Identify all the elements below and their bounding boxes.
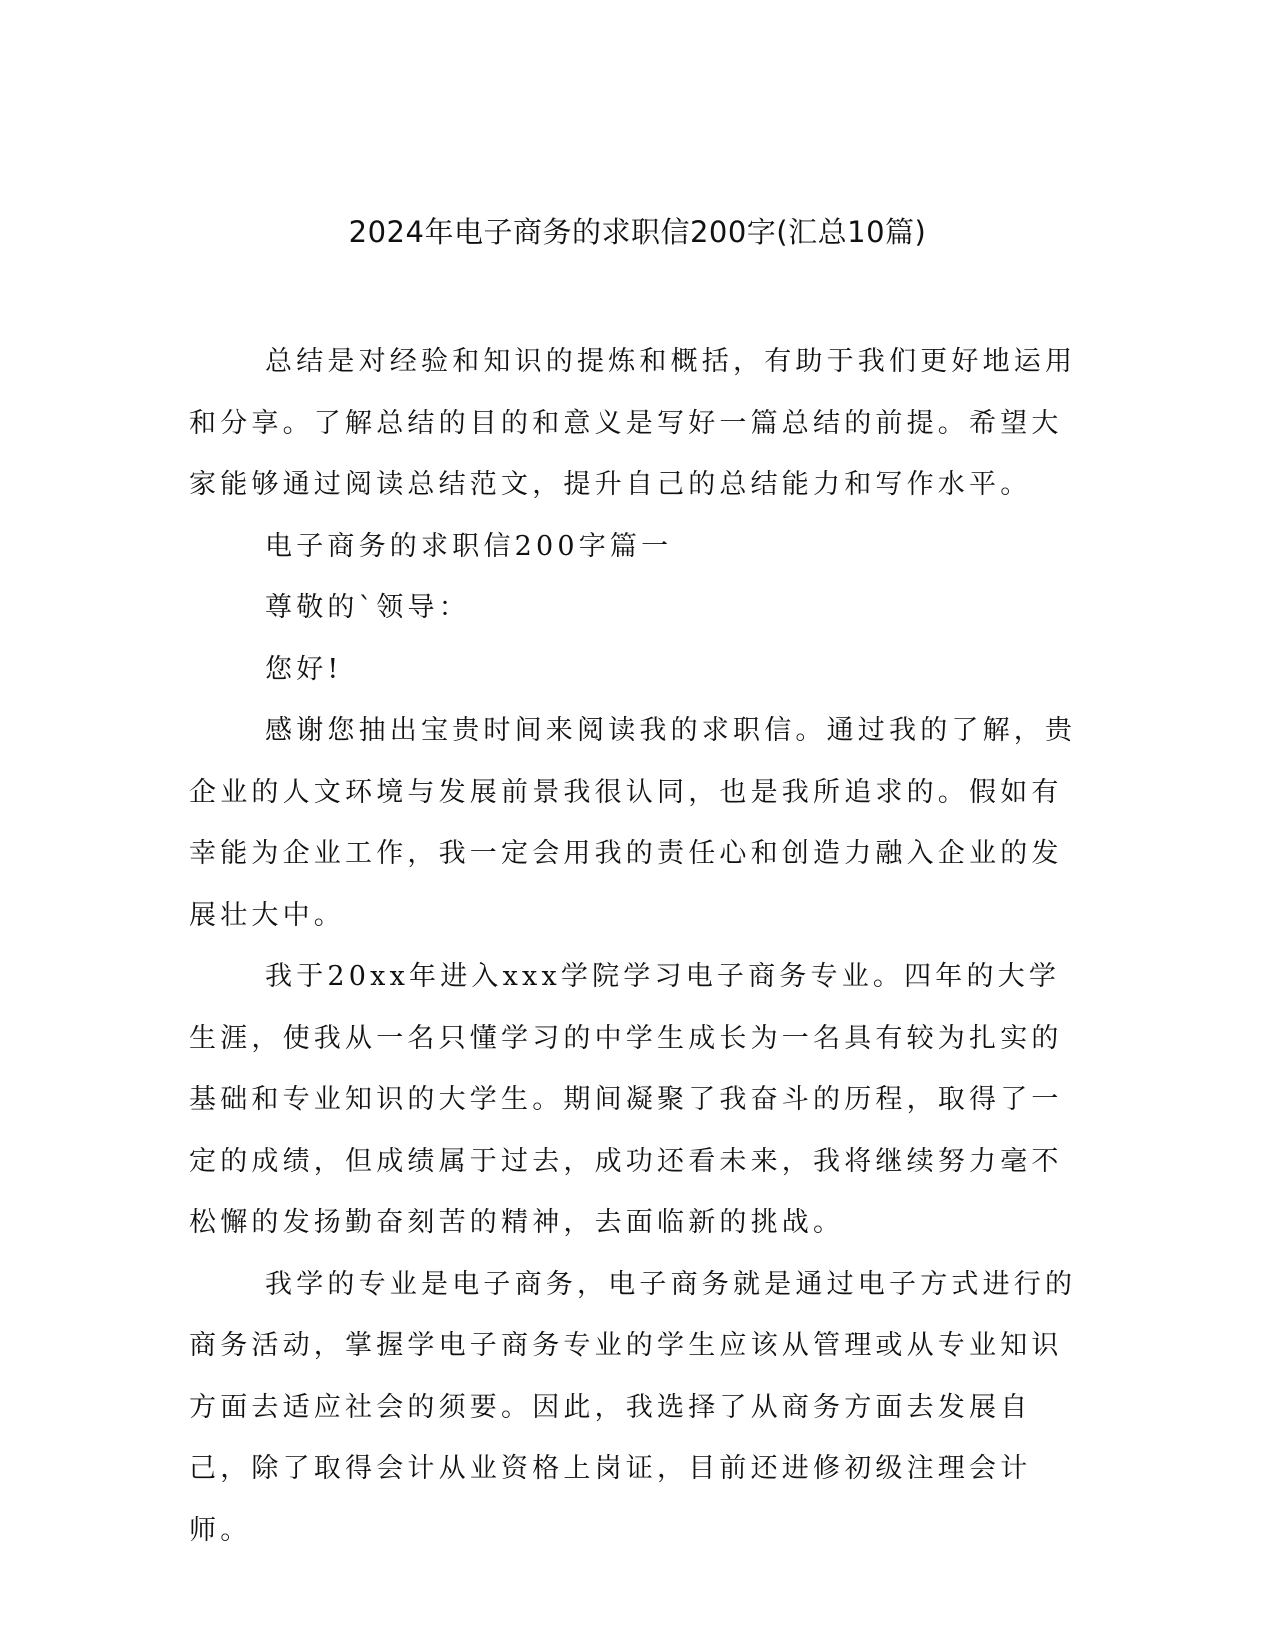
document-title: 2024年电子商务的求职信200字(汇总10篇) [348, 215, 927, 249]
intro-paragraph: 总结是对经验和知识的提炼和概括，有助于我们更好地运用和分享。了解总结的目的和意义是写好一篇总结的前提。希望大家能够通过阅读总结范文，提升自己的总结能力和写作水平。 [189, 346, 1077, 500]
body-paragraph: 我学的专业是电子商务，电子商务就是通过电子方式进行的商务活动，掌握学电子商务专业的学生应该从管理或从专业知识方面去适应社会的须要。因此，我选择了从商务方面去发展自己，除了取得会计从业资格上岗证，目前还进修初级注理会计师。 [189, 1268, 1077, 1546]
document-body [189, 331, 1083, 1561]
body-paragraph: 我于20xx年进入xxx学院学习电子商务专业。四年的大学生涯，使我从一名只懂学习的中学生成长为一名具有较为扎实的基础和专业知识的大学生。期间凝聚了我奋斗的历程，取得了一定的成绩，但成绩属于过去，成功还看未来，我将继续努力毫不松懈的发扬勤奋刻苦的精神，去面临新的挑战。 [189, 961, 1063, 1238]
salutation: 尊敬的`领导： [265, 592, 470, 623]
body-paragraph: 感谢您抽出宝贵时间来阅读我的求职信。通过我的了解，贵企业的人文环境与发展前景我很认同，也是我所追求的。假如有幸能为企业工作，我一定会用我的责任心和创造力融入企业的发展壮大中。 [189, 715, 1077, 931]
greeting: 您好! [265, 653, 343, 685]
section-heading: 电子商务的求职信200字篇一 [265, 530, 673, 562]
